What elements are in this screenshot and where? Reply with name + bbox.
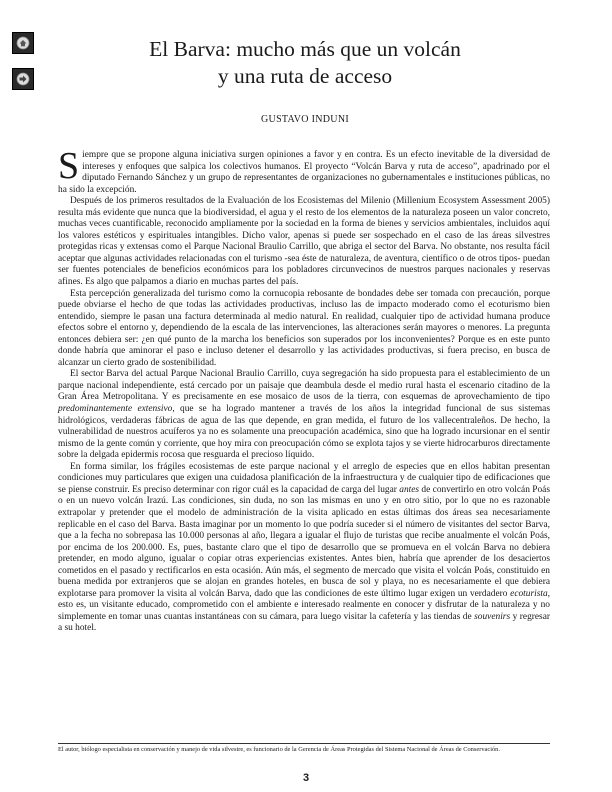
next-page-button[interactable]: [12, 68, 34, 90]
footnote-divider: [58, 743, 550, 744]
paragraph-5-text-d: y regresar a su hotel.: [58, 611, 550, 634]
article-title: [60, 36, 550, 90]
paragraph-1-text: iempre que se propone alguna iniciativa surgen opiniones a favor y en contra. Es un efecto inevitable de la diversidad de intereses y enfoques que salpica los colectivos humanos. El proyecto “Volcán Barva y ruta de acceso”, apadrinado por el diputado Fernando Sánchez y un grupo de representantes de organizaciones no gubernamentales e instituciones públicas, no ha sido la excepción.: [58, 150, 550, 195]
paragraph-5-emphasis-3: souvenirs: [474, 611, 511, 622]
paragraph-2: Después de los primeros resultados de la Evaluación de los Ecosistemas del Milenio (Millenium Ecosystem Assessment 2005) resulta más evidente que nunca que la biodiversidad, el agua y el resto de los elementos de la naturaleza poseen un valor concreto, muchas veces cuantificable, reconocido ampliamente por la sociedad en la forma de bienes y servicios ambientales, incluidos aquí los valores estéticos y espirituales intangibles. Dicho valor, apenas si puede ser sospechado en el caso de las áreas silvestres protegidas ricas y extensas como el Parque Nacional Braulio Carrillo, que abriga el sector del Barva. No obstante, nos resulta fácil aceptar que algunas actividades relacionadas con el turismo -sea éste de naturaleza, de aventura, científico o de otros tipos- puedan ser fuentes potenciales de beneficios económicos para los pobladores circunvecinos de nuestros parques nacionales y reservas afines. Es algo que palpamos a diario en muchas partes del país.: [58, 196, 550, 288]
article-body: [58, 145, 550, 635]
paragraph-5-text-a: En forma similar, los frágiles ecosistemas de este parque nacional y el arreglo de especies que en ellos habitan presentan condiciones muy particulares que exigen una cuidadosa planificación de la infraestructura y de cualquier tipo de edificaciones que se piense construir. Es preciso determinar con rigor cuál es la capacidad de carga del lugar: [58, 461, 550, 495]
paragraph-5-text-c: , esto es, un visitante educado, comprometido con el ambiente e interesado realmente en conocer y disfrutar de la naturaleza y no simplemente en tomar unas cuantas instantáneas con su cámara, para luego visitar la cafetería y las tiendas de: [58, 588, 550, 622]
drop-cap: S: [58, 145, 80, 187]
home-button[interactable]: [12, 32, 34, 54]
title-line-1: El Barva: mucho más que un volcán: [149, 37, 461, 61]
paragraph-5: [58, 462, 550, 635]
author-footnote: El autor, biólogo especialista en conservación y manejo de vida silvestre, es funcionario de la Gerencia de Áreas Protegidas del Sistema Nacional de Áreas de Conservación.: [58, 746, 500, 753]
author-name: GUSTAVO INDUNI: [261, 114, 349, 125]
title-line-2: y una ruta de acceso: [217, 64, 393, 88]
paragraph-4: [58, 369, 550, 461]
paragraph-5-text-b: de convertirlo en otro volcán Poás o en un nuevo volcán Irazú. Las condiciones, sin duda, no son las mismas en uno y en otro sitio, por lo que no es razonable extrapolar y pretender que el modelo de administración de la visita aplicado en estas últimas dos áreas sea necesariamente replicable en el caso del Barva. Basta imaginar por un momento lo que podría suceder si el número de visitantes del sector Barva, que a la fecha no sobrepasa las 10.000 personas al año, llegara a igualar el flujo de turistas que recibe anualmente el volcán Poás, por encima de los 200.000. Es, pues, bastante claro que el tipo de desarrollo que se promueva en el volcán Barva no debiera pretender, en modo alguno, igualar o copiar otras experiencias existentes. Antes bien, habría que aprender de los desaciertos cometidos en el pasado y rectificarlos en esta ocasión. Aún más, el segmento de mercado que visita el volcán Poás, constituido en buena medida por extranjeros que se alojan en grandes hoteles, en busca de sol y playa, no es necesariamente el que debiera explotarse para promover la visita al volcán Barva, dado que las condiciones de este último lugar exigen un verdadero: [58, 484, 550, 599]
paragraph-1: [58, 145, 550, 196]
paragraph-3: Esta percepción generalizada del turismo como la cornucopia rebosante de bondades debe ser tomada con precaución, porque puede obviarse el hecho de que todas las actividades productivas, incluso las de impacto moderado como el ecoturismo bien entendido, siempre le pasan una factura determinada al medio natural. En realidad, cualquier tipo de actividad humana produce efectos sobre el entorno y, dependiendo de la escala de las intervenciones, las alteraciones serán mayores o menores. La pregunta entonces debiera ser: ¿en qué punto de la marcha los beneficios son superados por los inconvenientes? Porque es en este punto donde habría que aminorar el paso e incluso detener el desarrollo y las actividades productivas, si fuera preciso, en busca de alcanzar un cierto grado de sostenibilidad.: [58, 288, 550, 368]
paragraph-4-text-b: , que se ha logrado mantener a través de los años la integridad funcional de sus sistemas hidrológicos, verdaderas fábricas de agua de las que depende, en gran medida, el futuro de los vallecentraleños. De hecho, la vulnerabilidad de nuestros acuíferos ya no es solamente una preocupación académica, sino que ha logrado incursionar en el sentir mismo de la gente común y corriente, que hoy mira con preocupación cómo se explota tajos y se vierte hidrocarburos directamente sobre la delgada epidermis rocosa que resguarda el precioso líquido.: [58, 404, 550, 461]
paragraph-5-emphasis-2: ecoturista: [510, 588, 548, 599]
page-number: 3: [302, 772, 310, 784]
arrow-right-icon: [16, 72, 30, 86]
paragraph-4-emphasis: predominantemente extensivo: [58, 404, 173, 415]
paragraph-5-emphasis-1: antes: [399, 484, 420, 495]
paragraph-4-text-a: El sector Barva del actual Parque Nacional Braulio Carrillo, cuya segregación ha sido propuesta para el establecimiento de un parque nacional independiente, está cercado por un paisaje que deambula desde el medio rural hasta el escenario citadino de la Gran Área Metropolitana. Y es precisamente en ese mosaico de usos de la tierra, con esquemas de aprovechamiento de tipo: [58, 369, 550, 403]
home-icon: [16, 36, 30, 50]
